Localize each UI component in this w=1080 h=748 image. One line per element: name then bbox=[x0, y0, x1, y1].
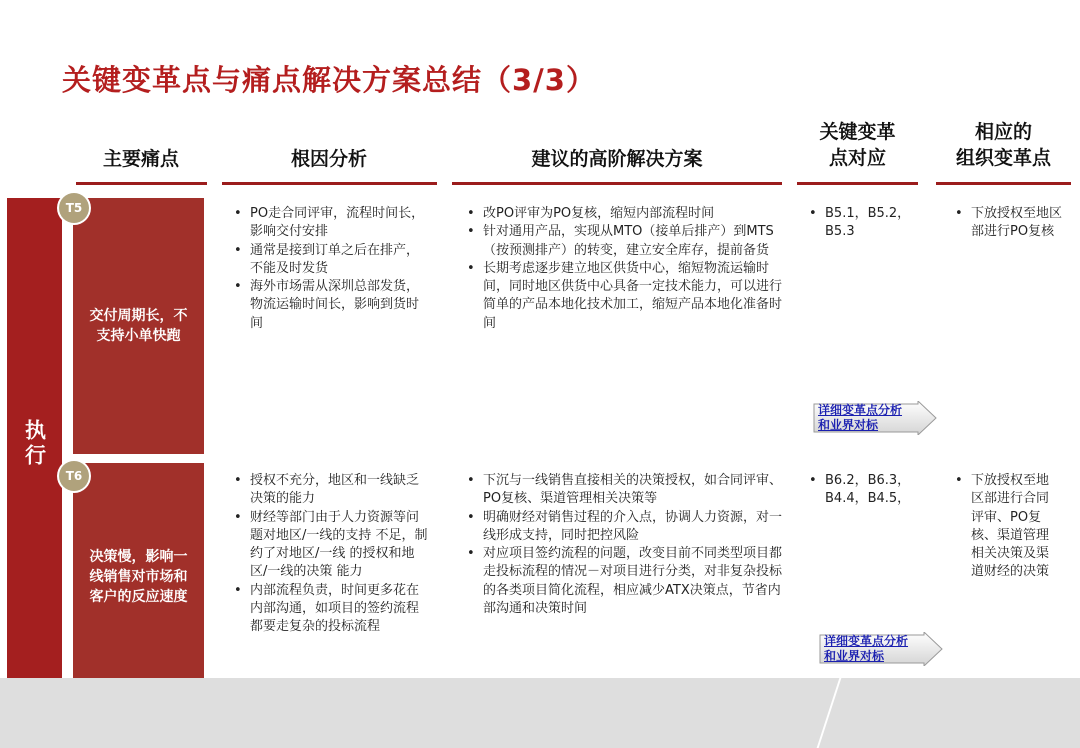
list-item: • 授权不充分，地区和一线缺乏决策的能力 bbox=[230, 472, 430, 509]
pain-point-t6: 决策慢，影响一线销售对市场和客户的反应速度 bbox=[73, 463, 204, 690]
list-item: • 下放授权至地区部进行合同评审、PO复核、渠道管理相关决策及渠道财经的决策 bbox=[951, 472, 1059, 582]
list-item: • B6.2，B6.3，B4.4，B4.5， bbox=[805, 472, 921, 509]
header-change-points-line1: 关键变革 bbox=[819, 121, 896, 143]
header-change-points bbox=[797, 119, 918, 171]
detail-analysis-link-t5[interactable] bbox=[812, 401, 940, 435]
list-item: • 下放授权至地区部进行PO复核 bbox=[951, 205, 1067, 242]
link-line-2[interactable]: 和业界对标 bbox=[818, 418, 879, 432]
header-underline-solution bbox=[452, 182, 782, 185]
list-item: • B5.1，B5.2，B5.3 bbox=[805, 205, 917, 242]
badge-t6: T6 bbox=[59, 461, 89, 491]
list-item: • 长期考虑逐步建立地区供货中心，缩短物流运输时间，同时地区供货中心具备一定技术能力，可以进行简单的产品本地化技术加工，缩短产品本地化准备时间 bbox=[463, 260, 783, 333]
list-item: • 内部流程负责，时间更多花在内部沟通，如项目的签约流程都要走复杂的投标流程 bbox=[230, 582, 430, 637]
header-underline-change bbox=[797, 182, 918, 185]
link-line-1[interactable]: 详细变革点分析 bbox=[824, 634, 909, 648]
footer-band bbox=[0, 678, 1080, 748]
list-item: • 对应项目签约流程的问题，改变目前不同类型项目都走投标流程的情况－对项目进行分类，对非复杂投标的各类项目简化流程，相应减少ATX决策点，节省内部沟通和决策时间 bbox=[463, 545, 783, 618]
list-item: • PO走合同评审，流程时间长，影响交付安排 bbox=[230, 205, 430, 242]
category-band: 执行 bbox=[7, 198, 62, 690]
header-underline-pain bbox=[76, 182, 207, 185]
detail-analysis-link-t6[interactable] bbox=[818, 632, 946, 666]
header-org-change-line1: 相应的 bbox=[974, 121, 1032, 143]
header-root-cause: 根因分析 bbox=[290, 148, 367, 170]
link-line-2[interactable]: 和业界对标 bbox=[824, 649, 885, 663]
header-pain: 主要痛点 bbox=[102, 148, 179, 170]
root-cause-list-t6 bbox=[230, 472, 430, 637]
org-change-t6 bbox=[951, 472, 1059, 582]
list-item: • 下沉与一线销售直接相关的决策授权，如合同评审、PO复核、渠道管理相关决策等 bbox=[463, 472, 783, 509]
change-points-t6 bbox=[805, 472, 921, 509]
page-title: 关键变革点与痛点解决方案总结（3/3） bbox=[62, 63, 596, 97]
header-org-change-line2: 组织变革点 bbox=[955, 147, 1051, 169]
list-item: • 财经等部门由于人力资源等问题对地区/一线的支持 不足，制约了对地区/一线 的授权和地区/一线的决策 能力 bbox=[230, 509, 430, 582]
header-change-points-line2: 点对应 bbox=[828, 147, 886, 169]
header-underline-org bbox=[936, 182, 1071, 185]
change-points-t5 bbox=[805, 205, 917, 242]
list-item: • 改PO评审为PO复核，缩短内部流程时间 bbox=[463, 205, 783, 223]
pain-point-t5: 交付周期长，不支持小单快跑 bbox=[73, 198, 204, 454]
header-org-change bbox=[936, 119, 1071, 171]
detail-analysis-link-text[interactable] bbox=[824, 634, 908, 664]
solution-list-t6 bbox=[463, 472, 783, 618]
link-line-1[interactable]: 详细变革点分析 bbox=[818, 403, 903, 417]
org-change-t5 bbox=[951, 205, 1067, 242]
header-solution: 建议的高阶解决方案 bbox=[531, 148, 703, 170]
list-item: • 通常是接到订单之后在排产，不能及时发货 bbox=[230, 242, 430, 279]
list-item: • 海外市场需从深圳总部发货，物流运输时间长，影响到货时间 bbox=[230, 278, 430, 333]
solution-list-t5 bbox=[463, 205, 783, 333]
header-underline-root bbox=[222, 182, 437, 185]
list-item: • 明确财经对销售过程的介入点，协调人力资源，对一线形成支持，同时把控风险 bbox=[463, 509, 783, 546]
footer-divider bbox=[817, 678, 842, 748]
badge-t5: T5 bbox=[59, 193, 89, 223]
root-cause-list-t5 bbox=[230, 205, 430, 333]
list-item: • 针对通用产品，实现从MTO（接单后排产）到MTS（按预测排产）的转变，建立安全库存，提前备货 bbox=[463, 223, 783, 260]
detail-analysis-link-text[interactable] bbox=[818, 403, 902, 433]
